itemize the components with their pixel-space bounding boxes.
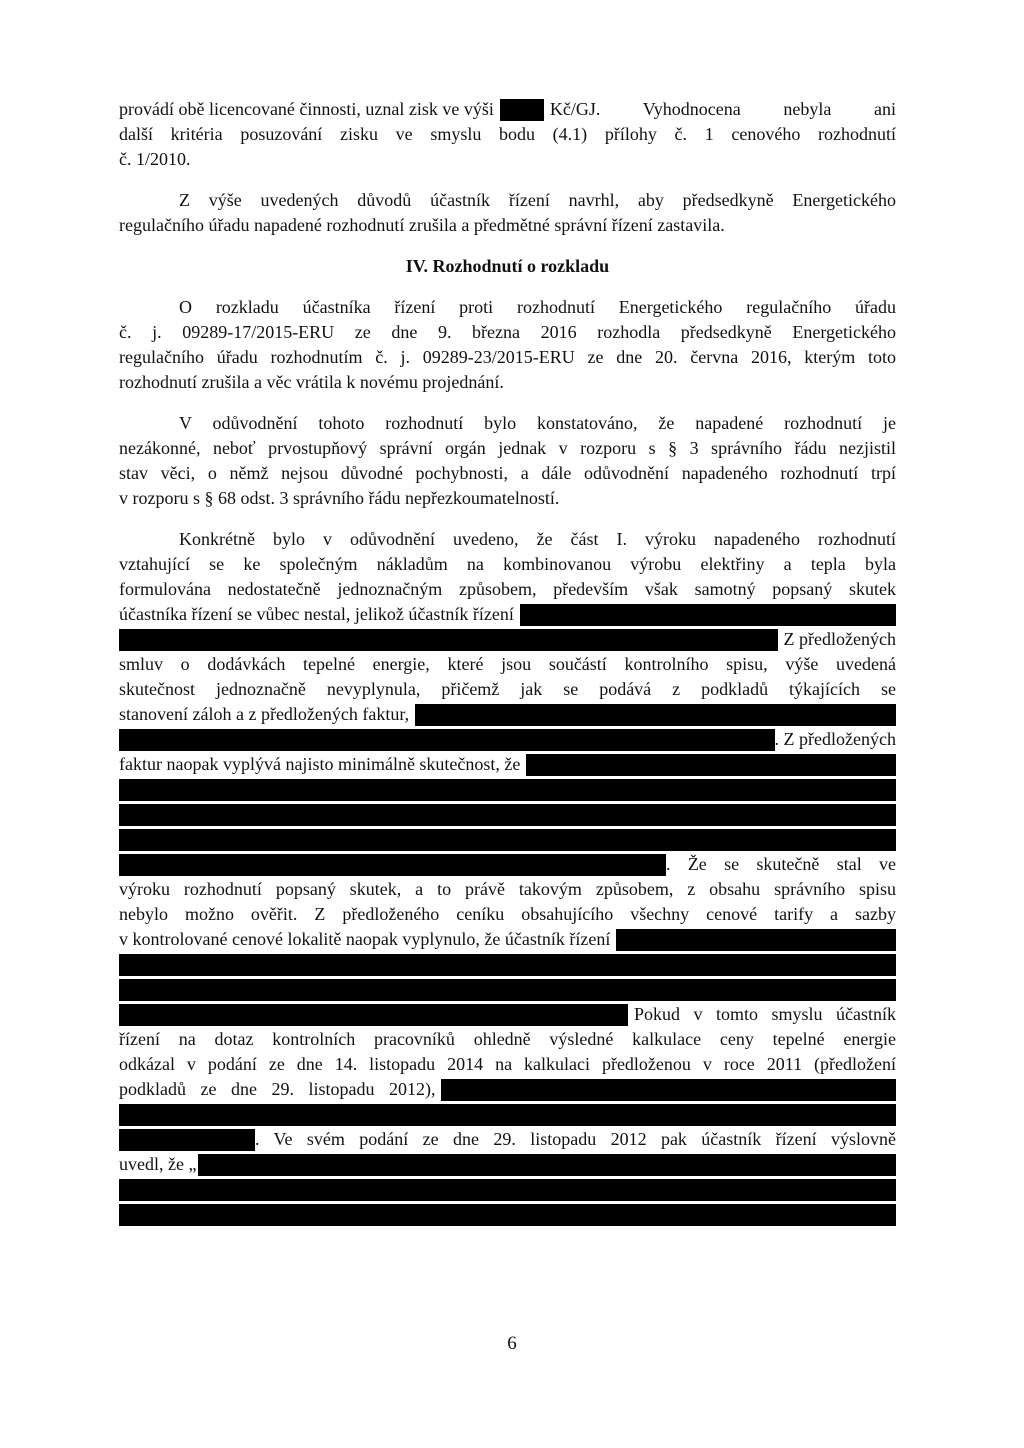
text-line: nezákonné, neboť prvostupňový správní orgán jednak v rozporu s § 3 správního řádu nezjistil <box>119 438 896 458</box>
redacted-line <box>119 802 896 827</box>
redaction-block <box>119 854 666 876</box>
text-line <box>119 97 896 122</box>
text-line <box>119 627 896 652</box>
text-fragment: faktur naopak vyplývá najisto minimálně skutečnost, že <box>119 754 521 774</box>
text-line: č. 1/2010. <box>119 149 191 169</box>
redaction-block <box>119 1179 896 1201</box>
text-fragment: v kontrolované cenové lokalitě naopak vyplynulo, že účastník řízení <box>119 929 611 949</box>
redaction-block <box>119 979 896 1001</box>
text-fragment: účastníka řízení se vůbec nestal, jelikož účastník řízení <box>119 604 514 624</box>
text-fragment: Z předložených <box>783 629 896 649</box>
text-line <box>119 727 896 752</box>
paragraph-3 <box>119 295 896 395</box>
text-line: stav věci, o němž nejsou důvodné pochybnosti, a dále odůvodnění napadeného rozhodnutí trpí <box>119 463 896 483</box>
redacted-line <box>119 977 896 1002</box>
text-line <box>119 702 896 727</box>
text-fragment: provádí obě licencované činnosti, uznal zisk ve výši <box>119 99 494 119</box>
redaction-block <box>119 1204 896 1226</box>
text-line: nebylo možno ověřit. Z předloženého ceníku obsahujícího všechny cenové tarify a sazby <box>119 904 896 924</box>
redaction-block <box>119 829 896 851</box>
text-fragment: . Že se skutečně stal ve <box>666 854 896 874</box>
text-line <box>119 1127 896 1152</box>
redacted-line <box>119 1177 896 1202</box>
text-fragment: . Z předložených <box>774 729 896 749</box>
redacted-line <box>119 777 896 802</box>
paragraph-5 <box>119 527 896 1227</box>
redaction-block <box>119 629 778 651</box>
redaction-block <box>119 954 896 976</box>
paragraph-2 <box>119 188 896 238</box>
text-line: rozhodnutí zrušila a věc vrátila k novému projednání. <box>119 372 504 392</box>
redaction-block <box>119 779 896 801</box>
redaction-block <box>119 1104 896 1126</box>
redaction-block <box>520 604 896 626</box>
text-line <box>119 852 896 877</box>
text-line: řízení na dotaz kontrolních pracovníků ohledně výsledné kalkulace ceny tepelné energie <box>119 1029 896 1049</box>
redaction-block <box>198 1154 896 1176</box>
paragraph-1 <box>119 97 896 172</box>
text-fragment: uvedl, že „ <box>119 1154 197 1174</box>
redacted-line <box>119 827 896 852</box>
text-fragment: Pokud v tomto smyslu účastník <box>634 1004 896 1024</box>
text-line: formulována nedostatečně jednoznačným způsobem, především však samotný popsaný skutek <box>119 579 896 599</box>
redaction-block <box>500 99 544 121</box>
text-fragment: stanovení záloh a z předložených faktur, <box>119 704 410 724</box>
text-line: O rozkladu účastníka řízení proti rozhodnutí Energetického regulačního úřadu <box>179 297 896 317</box>
text-line <box>119 602 896 627</box>
section-heading: IV. Rozhodnutí o rozkladu <box>405 256 610 276</box>
text-line: V odůvodnění tohoto rozhodnutí bylo konstatováno, že napadené rozhodnutí je <box>179 413 896 433</box>
text-line <box>119 1002 896 1027</box>
text-fragment: Kč/GJ. Vyhodnocena nebyla ani <box>549 99 896 119</box>
paragraph-4 <box>119 411 896 511</box>
text-line: regulačního úřadu rozhodnutím č. j. 09289-23/2015-ERU ze dne 20. června 2016, kterým toto <box>119 347 896 367</box>
text-line: další kritéria posuzování zisku ve smyslu bodu (4.1) přílohy č. 1 cenového rozhodnutí <box>119 124 896 144</box>
text-line: regulačního úřadu napadené rozhodnutí zrušila a předmětné správní řízení zastavila. <box>119 215 725 235</box>
text-line: vztahující se ke společným nákladům na kombinovanou výrobu elektřiny a tepla byla <box>119 554 896 574</box>
redaction-block <box>415 704 896 726</box>
text-line <box>119 1077 896 1102</box>
text-fragment: . Ve svém podání ze dne 29. listopadu 2012 pak účastník řízení výslovně <box>255 1129 896 1149</box>
text-line: v rozporu s § 68 odst. 3 správního řádu nepřezkoumatelností. <box>119 488 560 508</box>
redaction-block <box>526 754 896 776</box>
text-line: č. j. 09289-17/2015-ERU ze dne 9. března 2016 rozhodla předsedkyně Energetického <box>119 322 896 342</box>
redacted-line <box>119 952 896 977</box>
redaction-block <box>119 1129 255 1151</box>
text-line: odkázal v podání ze dne 14. listopadu 2014 na kalkulaci předloženou v roce 2011 (předložení <box>119 1054 896 1074</box>
text-line: výroku rozhodnutí popsaný skutek, a to právě takovým způsobem, z obsahu správního spisu <box>119 879 896 899</box>
text-line <box>119 752 896 777</box>
redacted-line <box>119 1202 896 1227</box>
text-line: Z výše uvedených důvodů účastník řízení navrhl, aby předsedkyně Energetického <box>179 190 896 210</box>
text-line: smluv o dodávkách tepelné energie, které jsou součástí kontrolního spisu, výše uvedená <box>119 654 896 674</box>
document-body <box>119 97 896 1227</box>
text-fragment: podkladů ze dne 29. listopadu 2012), <box>119 1079 436 1099</box>
text-line: Konkrétně bylo v odůvodnění uvedeno, že část I. výroku napadeného rozhodnutí <box>179 529 896 549</box>
redaction-block <box>119 729 775 751</box>
redaction-block <box>119 804 896 826</box>
text-line: skutečnost jednoznačně nevyplynula, přičemž jak se podává z podkladů týkajících se <box>119 679 896 699</box>
text-line <box>119 1152 896 1177</box>
redaction-block <box>441 1079 896 1101</box>
page-number: 6 <box>507 1333 517 1354</box>
redaction-block <box>119 1004 628 1026</box>
text-line <box>119 927 896 952</box>
redaction-block <box>616 929 896 951</box>
redacted-line <box>119 1102 896 1127</box>
